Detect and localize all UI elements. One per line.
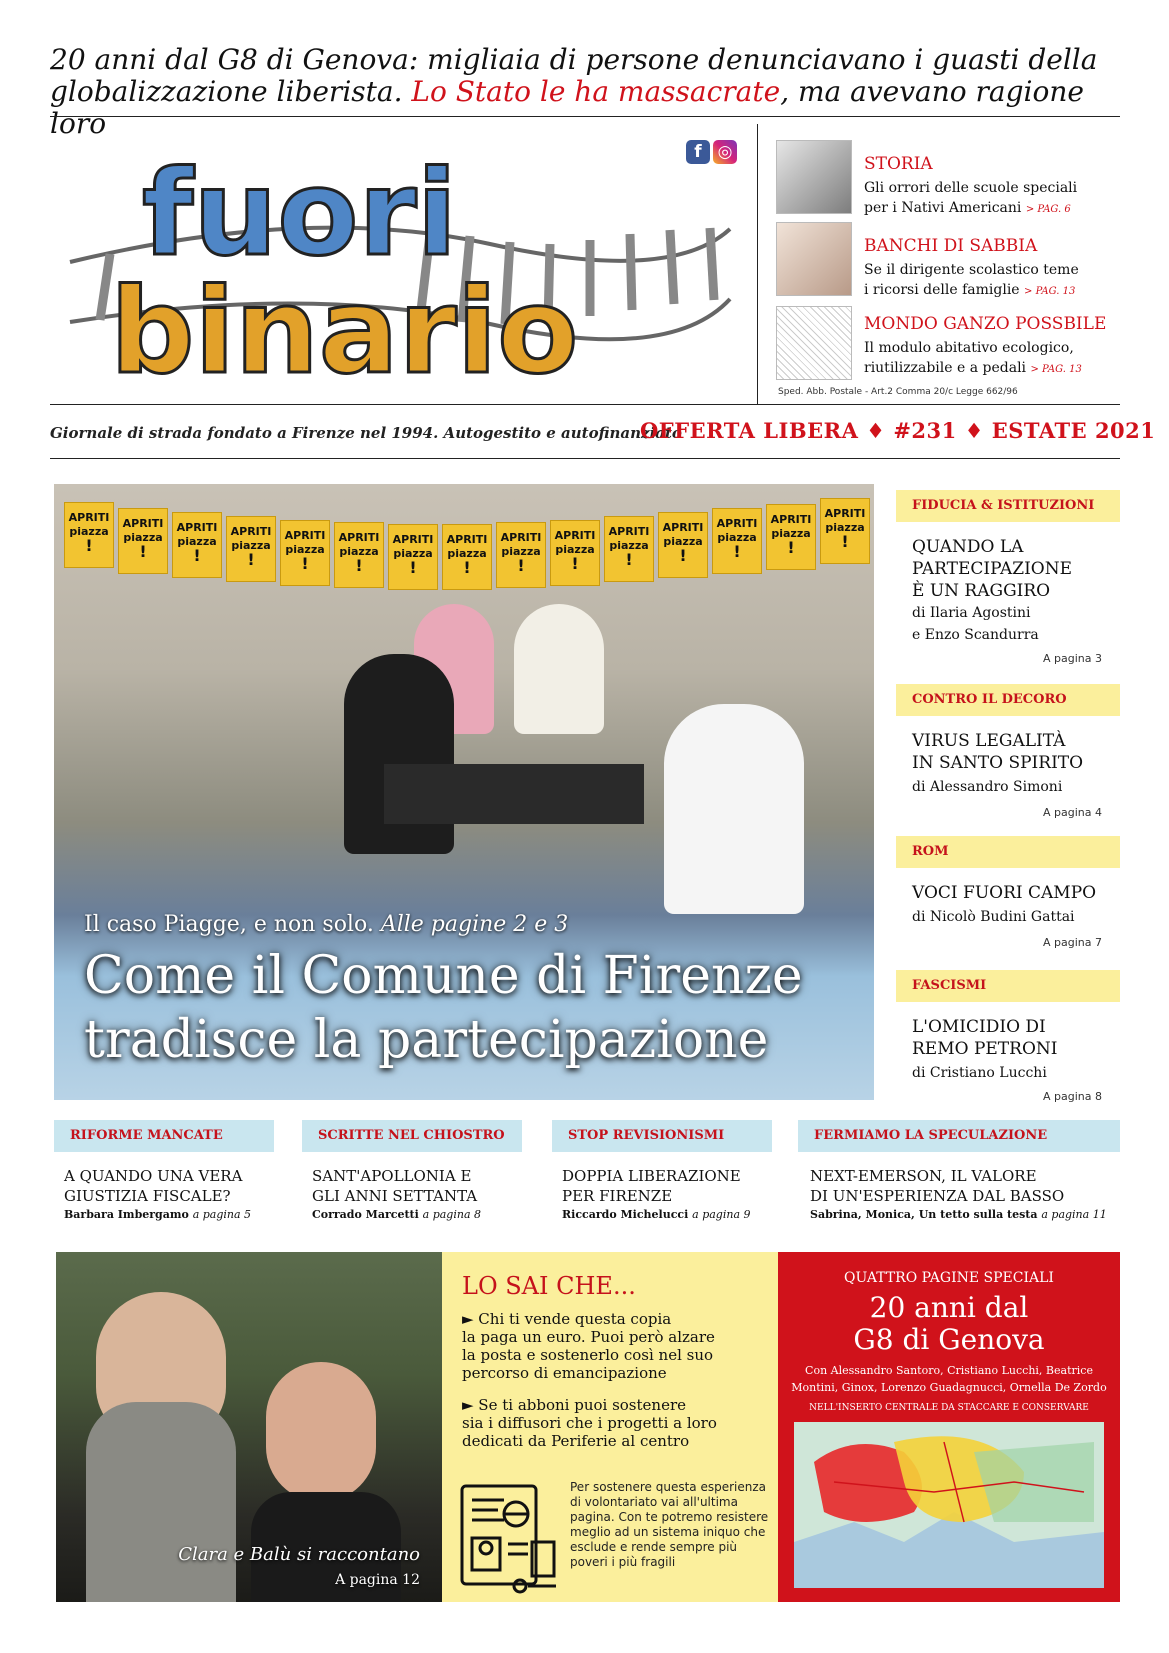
facebook-icon[interactable]: f — [686, 140, 710, 164]
article-byline: Sabrina, Monica, Un tetto sulla testa a pagina 11 — [810, 1208, 1107, 1221]
teaser-page: > PAG. 6 — [1025, 204, 1071, 215]
article-byline: di Cristiano Lucchi — [912, 1065, 1047, 1081]
article-page: A pagina 7 — [1043, 936, 1102, 949]
article-byline: Barbara Imbergamo a pagina 5 — [64, 1208, 252, 1221]
teaser-thumbnail — [776, 140, 852, 214]
info-rule-top — [50, 404, 1120, 405]
photo-figure — [664, 704, 804, 914]
section-tag: CONTRO IL DECORO — [896, 684, 1120, 716]
teaser-thumbnail — [776, 306, 852, 380]
teaser-banchi-di-sabbia[interactable] — [776, 222, 1116, 298]
main-standfirst: Il caso Piagge, e non solo. Alle pagine 2 e 3 — [84, 912, 569, 937]
section-tag: STOP REVISIONISMI — [552, 1120, 772, 1152]
g8-contributors: Con Alessandro Santoro, Cristiano Lucchi, Beatrice Montini, Ginox, Lorenzo Guadagnucci, Ornella De Zordo — [791, 1364, 1107, 1394]
headline-line-2 — [50, 76, 1120, 140]
teaser-title: BANCHI DI SABBIA — [864, 236, 1038, 256]
logo-word-binario: binario — [110, 262, 579, 396]
issue-info: OFFERTA LIBERA ♦ #231 ♦ ESTATE 2021 — [640, 418, 1156, 443]
masthead-divider — [757, 124, 758, 404]
genova-map — [794, 1422, 1104, 1588]
g8-note: NELL'INSERTO CENTRALE DA STACCARE E CONSERVARE — [809, 1403, 1089, 1413]
section-tag: FIDUCIA & ISTITUZIONI — [896, 490, 1120, 522]
g8-kicker: QUATTRO PAGINE SPECIALI — [844, 1270, 1054, 1286]
article-byline: Riccardo Michelucci a pagina 9 — [562, 1208, 751, 1221]
portrait-caption: Clara e Balù si raccontano — [178, 1544, 420, 1565]
main-title[interactable] — [84, 944, 884, 1072]
photo-figure — [514, 604, 604, 734]
lo-sai-paragraph-2: ► Se ti abboni puoi sostenere sia i diffusori che i progetti a loro dedicati da Periferie al centro — [462, 1396, 717, 1450]
teaser-page: > PAG. 13 — [1030, 364, 1082, 375]
social-icons — [686, 140, 740, 164]
section-tag: SCRITTE NEL CHIOSTRO — [302, 1120, 522, 1152]
article-title[interactable]: A QUANDO UNA VERA GIUSTIZIA FISCALE? — [64, 1167, 243, 1205]
passport-document-icon — [458, 1482, 562, 1598]
photo-figure — [344, 654, 454, 854]
article-title[interactable]: VIRUS LEGALITÀ IN SANTO SPIRITO — [912, 731, 1084, 773]
article-page: A pagina 3 — [1043, 652, 1102, 665]
portrait-page: A pagina 12 — [335, 1572, 420, 1588]
teaser-text: Il modulo abitativo ecologico, riutilizzabile e a pedali > PAG. 13 — [864, 340, 1082, 376]
article-byline: di Alessandro Simoni — [912, 779, 1063, 795]
tagline: Giornale di strada fondato a Firenze nel 1994. Autogestito e autofinanziato — [50, 424, 682, 442]
article-page: A pagina 8 — [1043, 1090, 1102, 1103]
article-title[interactable]: L'OMICIDIO DI REMO PETRONI — [912, 1017, 1058, 1059]
article-title[interactable]: SANT'APOLLONIA E GLI ANNI SETTANTA — [312, 1167, 478, 1205]
main-photo: APRITI piazza ! APRITI piazza ! APRITI piazza ! APRITI piazza ! APRITI piazza ! APRITI piazza ! APRITI piazza ! APRITI piazza ! APRITI piazza ! APRITI piazza ! APRITI piazza ! APRITI piazza ! APRITI piazza ! APRITI piazza ! APRITI piazza ! — [54, 484, 874, 1100]
headline-line-2-end: , ma avevano ragione loro — [50, 75, 1084, 140]
article-byline: di Ilaria Agostini e Enzo Scandurra — [912, 605, 1039, 643]
info-rule-bottom — [50, 458, 1120, 459]
section-tag: FASCISMI — [896, 970, 1120, 1002]
top-headline — [50, 44, 1120, 140]
teaser-page: > PAG. 13 — [1024, 286, 1076, 297]
headline-line-1: 20 anni dal G8 di Genova: migliaia di persone denunciavano i guasti della — [50, 43, 1098, 76]
top-rule — [50, 116, 1120, 117]
teaser-storia[interactable] — [776, 140, 1116, 216]
article-title[interactable]: DOPPIA LIBERAZIONE PER FIRENZE — [562, 1167, 741, 1205]
lo-sai-paragraph-1: ► Chi ti vende questa copia la paga un euro. Puoi però alzare la posta e sostenerlo così nel suo percorso di emancipazione — [462, 1310, 715, 1382]
article-title[interactable]: VOCI FUORI CAMPO — [912, 883, 1097, 903]
article-title[interactable]: NEXT-EMERSON, IL VALORE DI UN'ESPERIENZA DAL BASSO — [810, 1167, 1065, 1205]
main-title-line-2: tradisce la partecipazione — [84, 1010, 769, 1070]
postal-notice: Sped. Abb. Postale - Art.2 Comma 20/c Legge 662/96 — [778, 387, 1018, 397]
article-byline: Corrado Marcetti a pagina 8 — [312, 1208, 481, 1221]
headline-line-2-start: globalizzazione liberista. — [50, 75, 412, 108]
instagram-icon[interactable]: ◎ — [713, 140, 737, 164]
logo-word-fuori: fuori — [142, 144, 458, 282]
g8-title[interactable]: 20 anni dal G8 di Genova — [853, 1291, 1045, 1356]
lo-sai-title: LO SAI CHE... — [462, 1272, 636, 1300]
article-byline: di Nicolò Budini Gattai — [912, 909, 1075, 925]
teaser-mondo-ganzo[interactable] — [776, 306, 1116, 382]
section-tag: ROM — [896, 836, 1120, 868]
photo-press — [384, 764, 644, 824]
section-tag: RIFORME MANCATE — [54, 1120, 274, 1152]
section-tag: FERMIAMO LA SPECULAZIONE — [798, 1120, 1120, 1152]
headline-red-text: Lo Stato le ha massacrate — [411, 75, 781, 108]
teaser-text: Se il dirigente scolastico teme i ricorsi delle famiglie > PAG. 13 — [864, 262, 1079, 298]
masthead-logo — [50, 134, 750, 396]
article-page: A pagina 4 — [1043, 806, 1102, 819]
teaser-thumbnail — [776, 222, 852, 296]
teaser-text: Gli orrori delle scuole speciali per i Nativi Americani > PAG. 6 — [864, 180, 1078, 216]
lo-sai-footnote: Per sostenere questa esperienza di volontariato vai all'ultima pagina. Con te potremo resistere meglio ad un sistema iniquo che esclude e rende sempre più poveri i più fragili — [570, 1480, 769, 1569]
main-title-line-1: Come il Comune di Firenze — [84, 946, 803, 1006]
teaser-title: MONDO GANZO POSSBILE — [864, 314, 1107, 334]
article-title[interactable]: QUANDO LA PARTECIPAZIONE È UN RAGGIRO — [912, 537, 1073, 601]
photo-figure — [266, 1362, 376, 1502]
teaser-title: STORIA — [864, 154, 933, 174]
